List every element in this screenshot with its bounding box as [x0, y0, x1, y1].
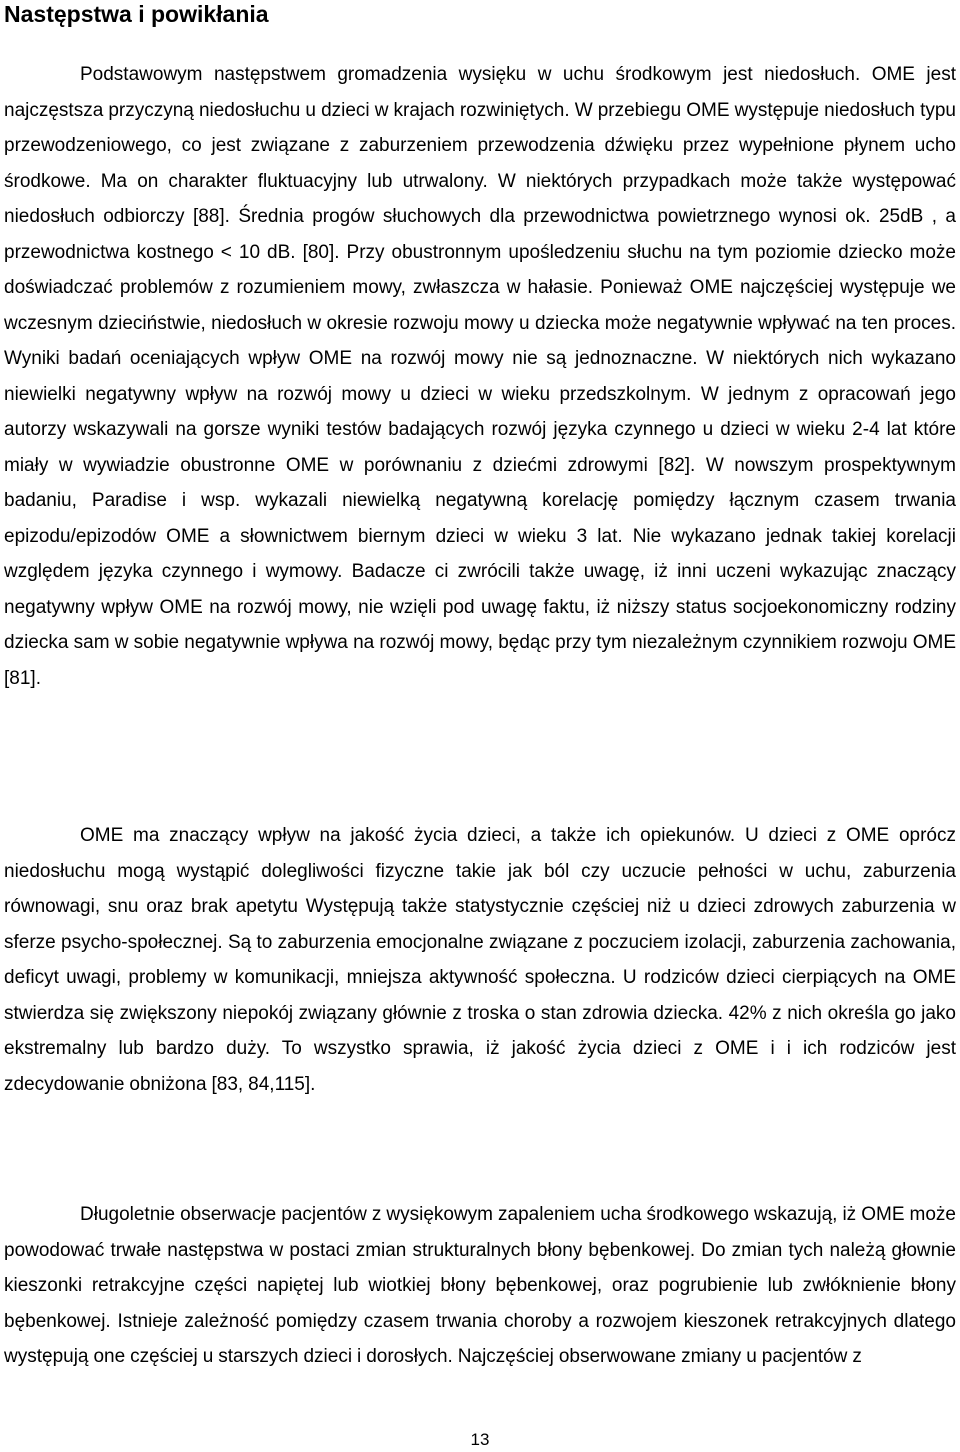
- section-title: Następstwa i powikłania: [4, 1, 269, 27]
- paragraph-hearing-loss: Podstawowym następstwem gromadzenia wysięku w uchu środkowym jest niedosłuch. OME jest najczęstsza przyczyną niedosłuchu u dzieci w krajach rozwiniętych. W przebiegu OME występuje niedosłuch typu przewodzeniowego, co jest związane z zaburzeniem przewodzenia dźwięku przez wypełnione płynem ucho środkowe. Ma on charakter fluktuacyjny lub utrwalony. W niektórych przypadkach może także występować niedosłuch odbiorczy [88]. Średnia progów słuchowych dla przewodnictwa powietrznego wynosi ok. 25dB , a przewodnictwa kostnego < 10 dB. [80]. Przy obustronnym upośledzeniu słuchu na tym poziomie dziecko może doświadczać problemów z rozumieniem mowy, zwłaszcza w hałasie. Ponieważ OME najczęściej występuje we wczesnym dzieciństwie, niedosłuch w okresie rozwoju mowy u dziecka może negatywnie wpływać na ten proces. Wyniki badań oceniających wpływ OME na rozwój mowy nie są jednoznaczne. W niektórych nich wykazano niewielki negatywny wpływ na rozwój mowy u dzieci w wieku przedszkolnym. W jednym z opracowań jego autorzy wskazywali na gorsze wyniki testów badających rozwój języka czynnego u dzieci w wieku 2-4 lat które miały w wywiadzie obustronne OME w porównaniu z dziećmi zdrowymi [82]. W nowszym prospektywnym badaniu, Paradise i wsp. wykazali niewielką negatywną korelację pomiędzy łącznym czasem trwania epizodu/epizodów OME a słownictwem biernym dzieci w wieku 3 lat. Nie wykazano jednak takiej korelacji względem języka czynnego i wymowy. Badacze ci zwrócili także uwagę, iż inni uczeni wykazując znaczący negatywny wpływ OME na rozwój mowy, nie wzięli pod uwagę faktu, iż niższy status socjoekonomiczny rodziny dziecka sam w sobie negatywnie wpływa na rozwój mowy, będąc przy tym niezależnym czynnikiem rozwoju OME [81].: [4, 64, 956, 689]
- paragraph-quality-of-life: OME ma znaczący wpływ na jakość życia dzieci, a także ich opiekunów. U dzieci z OME oprócz niedosłuchu mogą wystąpić dolegliwości fizyczne takie jak ból czy uczucie pełności w uchu, zaburzenia równowagi, snu oraz brak apetytu Występują także statystycznie częściej niż u dzieci zdrowych zaburzenia w sferze psycho-społecznej. Są to zaburzenia emocjonalne związane z poczuciem izolacji, zaburzenia zachowania, deficyt uwagi, problemy w komunikacji, mniejsza aktywność społeczna. U rodziców dzieci cierpiących na OME stwierdza się zwiększony niepokój związany głównie z troska o stan zdrowia dziecka. 42% z nich określa go jako ekstremalny lub bardzo duży. To wszystko sprawia, iż jakość życia dzieci z OME i i ich rodziców jest zdecydowanie obniżona [83, 84,115].: [4, 825, 956, 1095]
- page-number: 13: [470, 1430, 490, 1449]
- paragraph-long-term-effects: Długoletnie obserwacje pacjentów z wysiękowym zapaleniem ucha środkowego wskazują, iż OME może powodować trwałe następstwa w postaci zmian strukturalnych błony bębenkowej. Do zmian tych należą głownie kieszonki retrakcyjne części napiętej lub wiotkiej błony bębenkowej, oraz pogrubienie lub zwłóknienie błony bębenkowej. Istnieje zależność pomiędzy czasem trwania choroby a rozwojem kieszonek retrakcyjnych dlatego występują one częściej u starszych dzieci i dorosłych. Najczęściej obserwowane zmiany u pacjentów z: [4, 1204, 956, 1367]
